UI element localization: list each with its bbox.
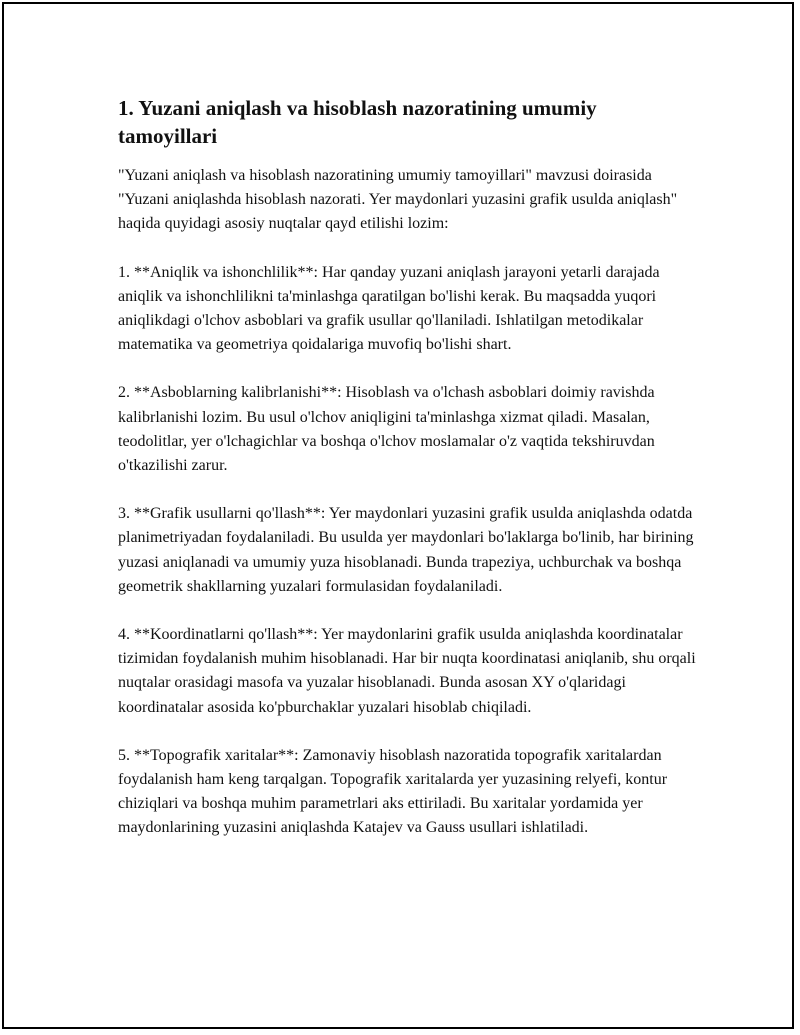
paragraph-coordinates: 4. **Koordinatlarni qo'llash**: Yer maydonlarini grafik usulda aniqlashda koordinatalar tizimidan foydalanish muhim hisoblanadi. Har bir nuqta koordinatasi aniqlanib, shu orqali nuqtalar orasidagi masofa va yuzalar hisoblanadi. Bunda asosan XY o'qlaridagi koordinatalar asosida ko'pburchaklar yuzalari hisoblab chiqiladi. <box>118 626 696 716</box>
paragraph-graphic-methods: 3. **Grafik usullarni qo'llash**: Yer maydonlari yuzasini grafik usulda aniqlashda odatda planimetriyadan foydalaniladi. Bu usulda yer maydonlari bo'laklarga bo'linib, har birining yuzasi aniqlanadi va umumiy yuza hisoblanadi. Bunda trapeziya, uchburchak va boshqa geometrik shakllarning yuzalari formulasidan foydalaniladi. <box>118 505 694 595</box>
section-title: 1. Yuzani aniqlash va hisoblash nazoratining umumiy tamoyillari <box>118 96 597 148</box>
paragraph-instrument-calibration: 2. **Asboblarning kalibrlanishi**: Hisoblash va o'lchash asboblari doimiy ravishda kalibrlanishi lozim. Bu usul o'lchov aniqligini ta'minlashga xizmat qiladi. Masalan, teodolitlar, yer o'lchagichlar va boshqa o'lchov moslamalar o'z vaqtida tekshiruvdan o'tkazilishi zarur. <box>118 384 655 475</box>
paragraph-topographic-maps: 5. **Topografik xaritalar**: Zamonaviy hisoblash nazoratida topografik xaritalardan foydalanish ham keng tarqalgan. Topografik xaritalarda yer yuzasining relyefi, kontur chiziqlari va boshqa muhim parametrlari aks ettiriladi. Bu xaritalar yordamida yer maydonlarining yuzasini aniqlashda Katajev va Gauss usullari ishlatiladi. <box>118 746 668 837</box>
intro-paragraph: "Yuzani aniqlash va hisoblash nazoratining umumiy tamoyillari" mavzusi doirasida "Yuzani aniqlashda hisoblash nazorati. Yer maydonlari yuzasini grafik usulda aniqlash" haqida quyidagi asosiy nuqtalar qayd etilishi lozim: <box>118 167 678 233</box>
paragraph-accuracy-reliability: 1. **Aniqlik va ishonchlilik**: Har qanday yuzani aniqlash jarayoni yetarli darajada aniqlik va ishonchlilikni ta'minlashga qaratilgan bo'lishi kerak. Bu maqsadda yuqori aniqlikdagi o'lchov asboblari va grafik usullar qo'llaniladi. Ishlatilgan metodikalar matematika va geometriya qoidalariga muvofiq bo'lishi shart. <box>118 263 660 354</box>
document-body <box>118 94 698 865</box>
